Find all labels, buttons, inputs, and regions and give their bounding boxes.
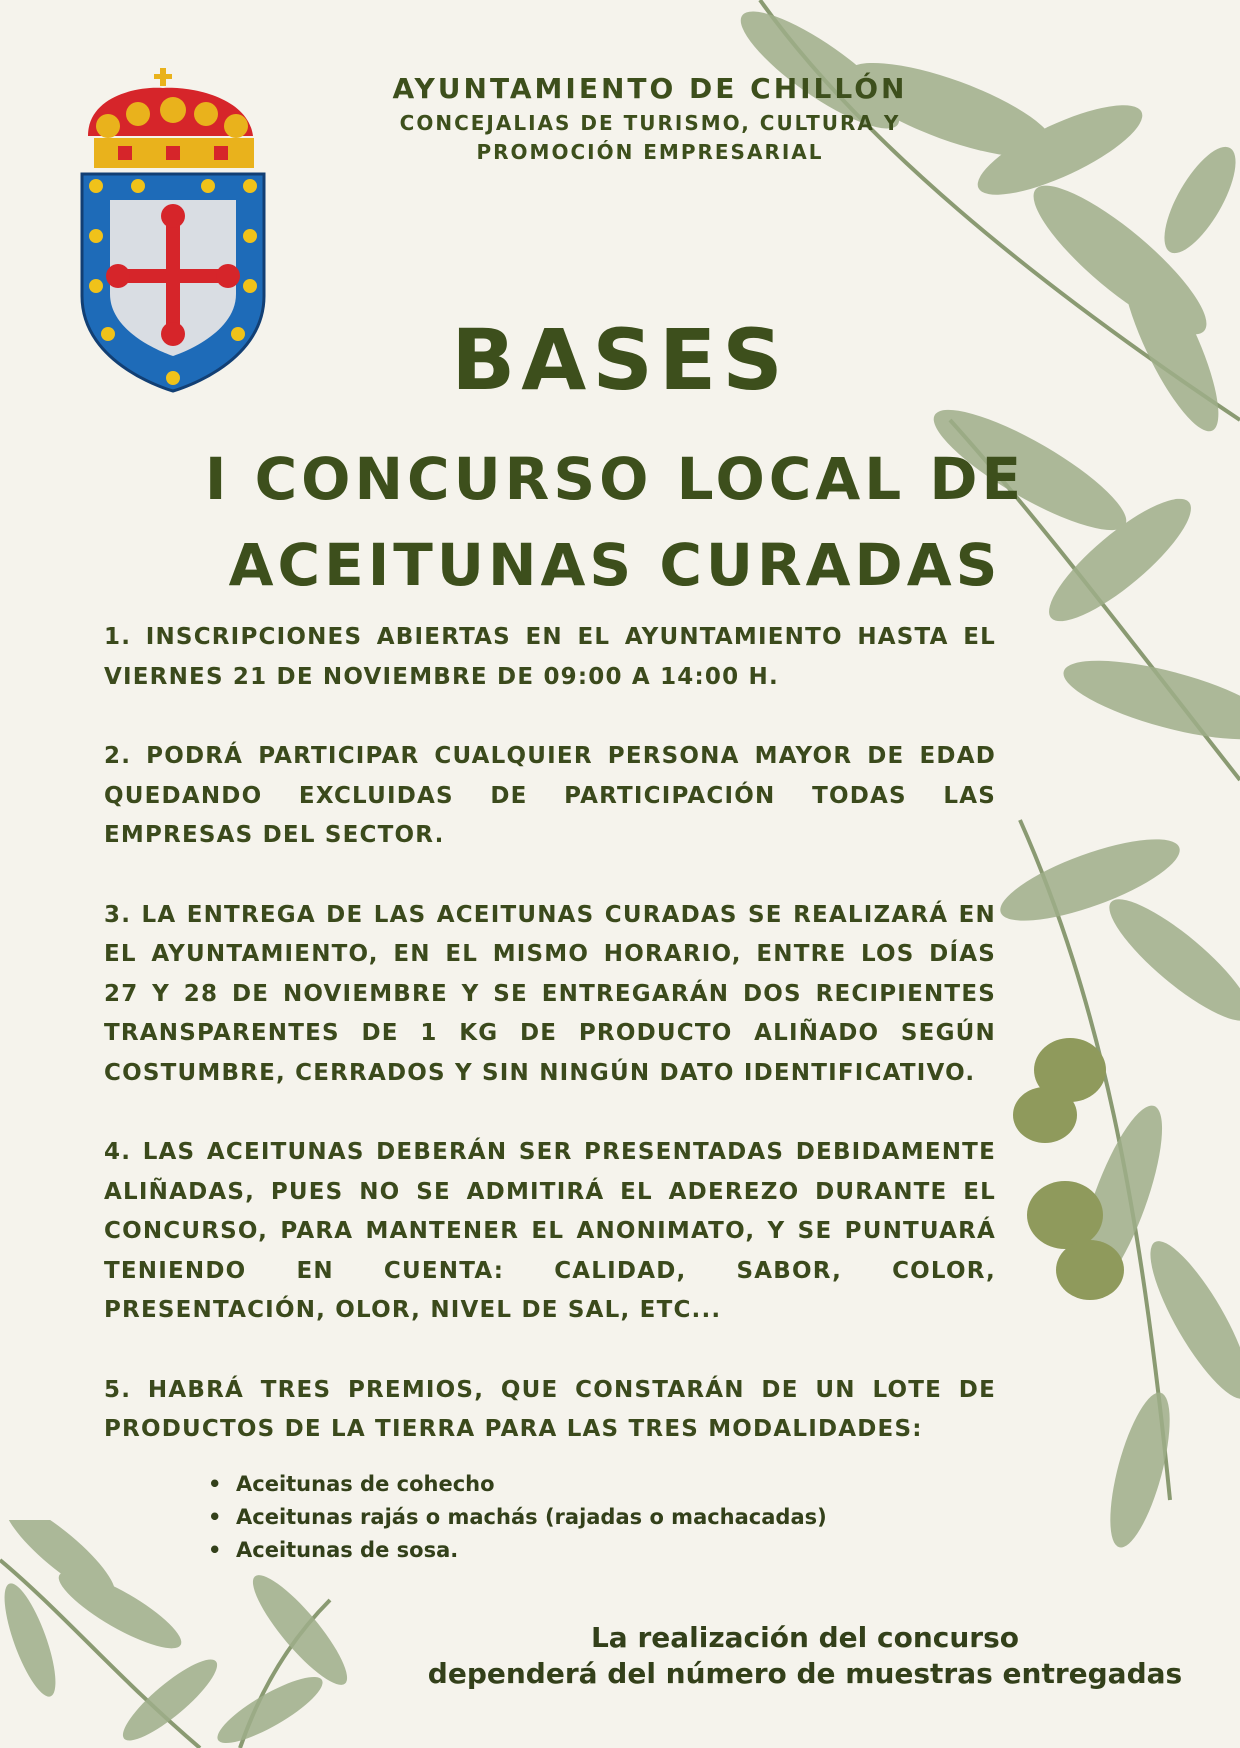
rule-2: 2. PODRÁ PARTICIPAR CUALQUIER PERSONA MAYOR DE EDAD QUEDANDO EXCLUIDAS DE PARTICIPACIÓN TODAS LAS EMPRESAS DEL SECTOR. [104, 743, 996, 848]
title-line-1: I CONCURSO LOCAL DE [204, 445, 1026, 513]
header [380, 72, 920, 167]
footer-line-1: La realización del concurso [590, 1621, 1020, 1654]
rule-5: 5. HABRÁ TRES PREMIOS, QUE CONSTARÁN DE UN LOTE DE PRODUCTOS DE LA TIERRA PARA LAS TRES MODALIDADES: [104, 1376, 996, 1442]
coat-of-arms-icon [78, 66, 268, 396]
footer-note [400, 1620, 1210, 1692]
footer-line-2: dependerá del número de muestras entregadas [427, 1657, 1183, 1690]
rule-1: 1. INSCRIPCIONES ABIERTAS EN EL AYUNTAMIENTO HASTA EL VIERNES 21 DE NOVIEMBRE DE 09:00 A 14:00 H. [104, 624, 996, 690]
modality-item: • Aceitunas rajás o machás (rajadas o machacadas) [208, 1501, 827, 1534]
department-line-1: CONCEJALIAS DE TURISMO, CULTURA Y [399, 111, 901, 135]
department-line-2: PROMOCIÓN EMPRESARIAL [476, 140, 824, 164]
rule-3: 3. LA ENTREGA DE LAS ACEITUNAS CURADAS SE REALIZARÁ EN EL AYUNTAMIENTO, EN EL MISMO HORARIO, ENTRE LOS DÍAS 27 Y 28 DE NOVIEMBRE Y SE ENTREGARÁN DOS RECIPIENTES TRANSPARENTES DE 1 KG DE PRODUCTO ALIÑADO SEGÚN COSTUMBRE, CERRADOS Y SIN NINGÚN DATO IDENTIFICATIVO. [104, 901, 996, 1086]
rules-list [104, 618, 996, 1490]
title-line-2: ACEITUNAS CURADAS [228, 531, 1002, 599]
modalities-list [208, 1468, 827, 1567]
organization-name: AYUNTAMIENTO DE CHILLÓN [392, 72, 908, 105]
bases-heading: BASES [451, 311, 789, 409]
contest-title [200, 436, 1030, 608]
rule-4: 4. LAS ACEITUNAS DEBERÁN SER PRESENTADAS DEBIDAMENTE ALIÑADAS, PUES NO SE ADMITIRÁ EL ADEREZO DURANTE EL CONCURSO, PARA MANTENER EL ANONIMATO, Y SE PUNTUARÁ TENIENDO EN CUENTA: CALIDAD, SABOR, COLOR, PRESENTACIÓN, OLOR, NIVEL DE SAL, ETC... [104, 1139, 996, 1323]
modality-item: • Aceitunas de cohecho [208, 1468, 827, 1501]
modality-item: • Aceitunas de sosa. [208, 1534, 827, 1567]
